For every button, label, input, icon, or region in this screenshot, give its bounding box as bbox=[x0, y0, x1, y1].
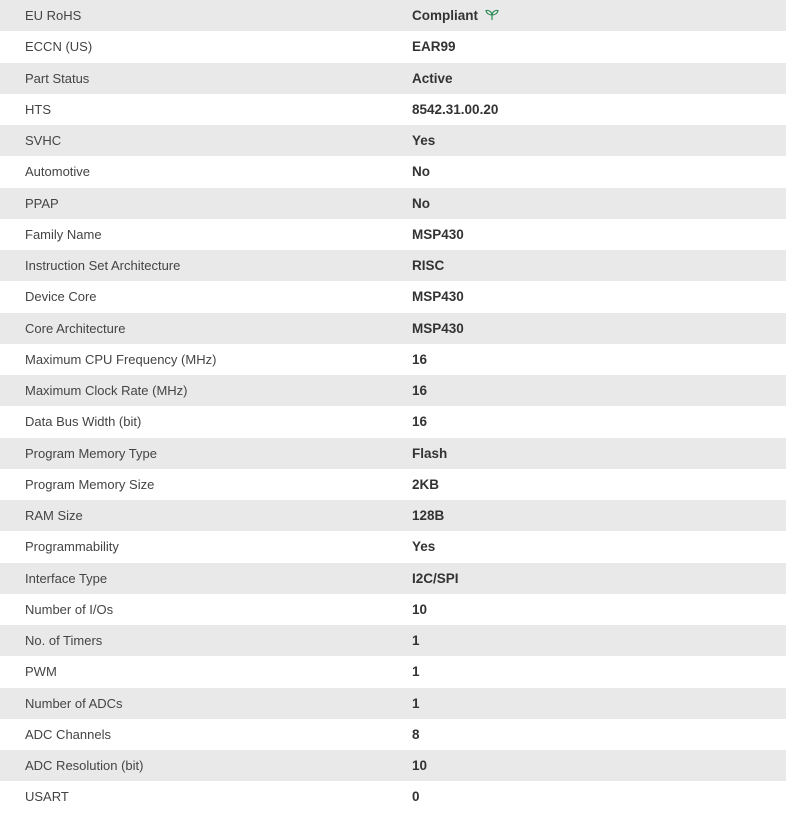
spec-value: 2KB bbox=[412, 476, 440, 492]
spec-label: Number of ADCs bbox=[25, 695, 123, 711]
spec-label: ADC Resolution (bit) bbox=[25, 758, 144, 774]
spec-value: MSP430 bbox=[412, 226, 464, 242]
leaf-icon bbox=[485, 9, 499, 21]
spec-value: MSP430 bbox=[412, 320, 464, 336]
spec-value: Yes bbox=[412, 133, 436, 149]
spec-row-number-of-timers bbox=[0, 625, 786, 656]
spec-label: Maximum CPU Frequency (MHz) bbox=[25, 351, 217, 367]
spec-value: 1 bbox=[412, 633, 420, 649]
spec-value: Compliant bbox=[412, 8, 478, 24]
spec-row-number-of-ios bbox=[0, 594, 786, 625]
spec-row-number-of-adcs bbox=[0, 688, 786, 719]
spec-row-interface-type bbox=[0, 563, 786, 594]
spec-label: Automotive bbox=[25, 164, 91, 180]
spec-row-device-core bbox=[0, 281, 786, 312]
spec-value: 0 bbox=[412, 789, 420, 805]
spec-row-hts bbox=[0, 94, 786, 125]
spec-value: 16 bbox=[412, 414, 428, 430]
spec-value: EAR99 bbox=[412, 39, 456, 55]
spec-row-programmability bbox=[0, 531, 786, 562]
spec-value: I2C/SPI bbox=[412, 570, 459, 586]
spec-label: SVHC bbox=[25, 133, 62, 149]
spec-label: Program Memory Size bbox=[25, 476, 155, 492]
spec-value: MSP430 bbox=[412, 289, 464, 305]
spec-label: Family Name bbox=[25, 226, 102, 242]
spec-label: RAM Size bbox=[25, 508, 83, 524]
spec-value: RISC bbox=[412, 258, 445, 274]
spec-value: No bbox=[412, 195, 430, 211]
spec-value: Yes bbox=[412, 539, 436, 555]
spec-label: ECCN (US) bbox=[25, 39, 93, 55]
spec-label: HTS bbox=[25, 101, 51, 117]
spec-value-cell bbox=[412, 0, 786, 31]
spec-label: Interface Type bbox=[25, 570, 108, 586]
spec-label: No. of Timers bbox=[25, 633, 103, 649]
spec-value: 8542.31.00.20 bbox=[412, 101, 499, 117]
spec-value: No bbox=[412, 164, 430, 180]
spec-value: 16 bbox=[412, 351, 428, 367]
spec-label: PWM bbox=[25, 664, 57, 680]
spec-row-family-name bbox=[0, 219, 786, 250]
spec-row-eccn bbox=[0, 31, 786, 62]
spec-label: Core Architecture bbox=[25, 320, 126, 336]
spec-label: Maximum Clock Rate (MHz) bbox=[25, 383, 188, 399]
spec-value: 10 bbox=[412, 758, 428, 774]
spec-row-adc-channels bbox=[0, 719, 786, 750]
spec-label: Part Status bbox=[25, 70, 90, 86]
spec-row-max-clock-rate bbox=[0, 375, 786, 406]
spec-row-adc-resolution bbox=[0, 750, 786, 781]
spec-label: USART bbox=[25, 789, 69, 805]
spec-label: Number of I/Os bbox=[25, 601, 114, 617]
spec-row-svhc bbox=[0, 125, 786, 156]
spec-value: Active bbox=[412, 70, 453, 86]
spec-row-core-architecture bbox=[0, 313, 786, 344]
spec-label: PPAP bbox=[25, 195, 59, 211]
spec-label: EU RoHS bbox=[25, 8, 82, 24]
spec-label: Program Memory Type bbox=[25, 445, 157, 461]
spec-row-data-bus-width bbox=[0, 406, 786, 437]
spec-label: Data Bus Width (bit) bbox=[25, 414, 142, 430]
spec-value: 10 bbox=[412, 601, 428, 617]
spec-value: Flash bbox=[412, 445, 448, 461]
spec-row-ppap bbox=[0, 188, 786, 219]
spec-value: 1 bbox=[412, 695, 420, 711]
spec-row-instruction-set-architecture bbox=[0, 250, 786, 281]
spec-row-ram-size bbox=[0, 500, 786, 531]
spec-row-max-cpu-frequency bbox=[0, 344, 786, 375]
spec-label: Device Core bbox=[25, 289, 97, 305]
spec-row-program-memory-type bbox=[0, 438, 786, 469]
spec-label: Programmability bbox=[25, 539, 119, 555]
spec-row-program-memory-size bbox=[0, 469, 786, 500]
spec-row-part-status bbox=[0, 63, 786, 94]
spec-row-usart bbox=[0, 781, 786, 812]
spec-row-automotive bbox=[0, 156, 786, 187]
spec-value: 16 bbox=[412, 383, 428, 399]
spec-value: 8 bbox=[412, 726, 420, 742]
spec-label: ADC Channels bbox=[25, 726, 111, 742]
spec-label: Instruction Set Architecture bbox=[25, 258, 181, 274]
spec-row-pwm bbox=[0, 656, 786, 687]
spec-value: 128B bbox=[412, 508, 445, 524]
spec-row-eu-rohs bbox=[0, 0, 786, 31]
spec-value: 1 bbox=[412, 664, 420, 680]
